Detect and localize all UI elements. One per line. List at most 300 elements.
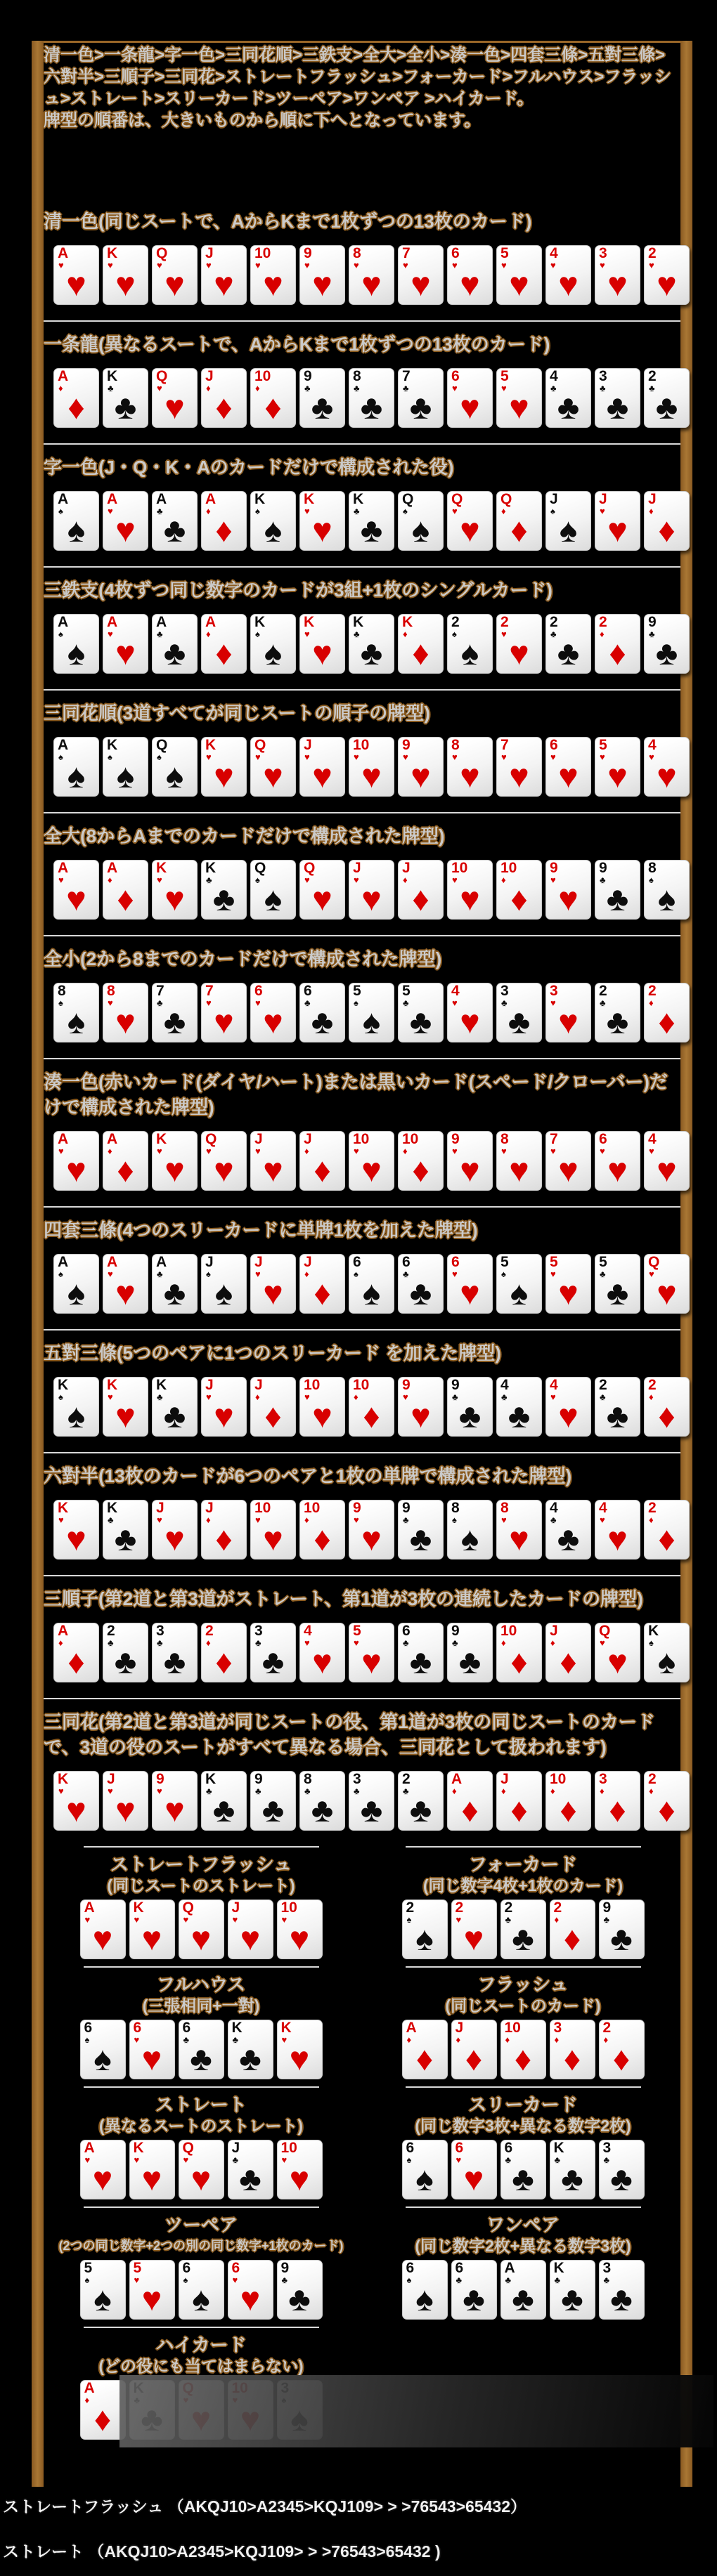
diamond-icon: ♦ [215, 1644, 233, 1681]
playing-card [451, 2260, 497, 2320]
card-rank: 8 [451, 737, 460, 753]
playing-card [299, 614, 345, 674]
playing-card [398, 368, 444, 428]
spade-icon: ♠ [406, 2155, 412, 2165]
club-icon: ♣ [255, 1637, 261, 1648]
card-row [44, 1623, 680, 1682]
playing-card [349, 1131, 394, 1191]
card-rank: 8 [500, 1131, 509, 1147]
spade-icon: ♠ [255, 506, 260, 516]
card-rank: 5 [500, 245, 509, 261]
heart-icon: ♥ [452, 752, 458, 762]
card-rank: 9 [254, 1771, 263, 1787]
spade-icon: ♠ [206, 1269, 211, 1279]
spade-icon: ♠ [403, 506, 408, 516]
playing-card [447, 1254, 493, 1314]
spade-icon: ♠ [93, 2041, 112, 2078]
playing-card [250, 1500, 296, 1560]
card-rank: 10 [280, 2140, 297, 2156]
top-border-line [32, 41, 692, 43]
playing-card [201, 983, 247, 1042]
spade-icon: ♠ [183, 2275, 188, 2285]
heart-icon: ♥ [255, 1146, 261, 1156]
heart-icon: ♥ [214, 266, 234, 303]
playing-card [152, 983, 198, 1042]
heart-icon: ♥ [108, 1269, 113, 1279]
playing-card [152, 1377, 198, 1437]
diamond-icon: ♦ [93, 2401, 112, 2438]
card-rank: 2 [599, 983, 607, 999]
playing-card [447, 1623, 493, 1682]
diamond-icon: ♦ [58, 1637, 63, 1648]
card-rank: 6 [84, 2020, 93, 2036]
heart-icon: ♥ [190, 1921, 212, 1958]
playing-card [349, 737, 394, 797]
card-rank: 5 [353, 1623, 361, 1639]
playing-card [152, 1131, 198, 1191]
playing-card [129, 2140, 175, 2199]
playing-card [644, 1500, 690, 1560]
section-separator [44, 1698, 680, 1699]
playing-card [595, 1771, 640, 1831]
card-rank: 9 [402, 1377, 411, 1393]
spade-icon: ♠ [649, 1637, 654, 1648]
heart-icon: ♥ [403, 1392, 408, 1402]
heart-icon: ♥ [206, 752, 212, 762]
playing-card [644, 368, 690, 428]
card-rank: K [353, 491, 364, 507]
playing-card [299, 983, 345, 1042]
diamond-icon: ♦ [314, 1152, 331, 1189]
heart-icon: ♥ [607, 266, 628, 303]
spade-icon: ♠ [510, 1275, 529, 1312]
heart-icon: ♥ [460, 1275, 480, 1312]
hand-subtitle: (同じスートのストレート) [107, 1876, 295, 1895]
playing-card [152, 737, 198, 797]
section-separator [44, 812, 680, 813]
playing-card [299, 1254, 345, 1314]
heart-icon: ♥ [558, 758, 579, 795]
playing-card [80, 2140, 126, 2199]
club-icon: ♣ [505, 2155, 512, 2165]
card-rank: Q [156, 245, 168, 261]
card-rank: 4 [550, 1500, 558, 1516]
card-rank: A [107, 860, 118, 876]
section-title: 湊一色(赤いカード(ダイヤ/ハート)または黒いカード(スペード/クローバー)だけで構成された牌型) [44, 1071, 668, 1118]
card-rank: A [58, 860, 69, 876]
playing-card [644, 1377, 690, 1437]
diamond-icon: ♦ [304, 1269, 309, 1279]
club-icon: ♣ [409, 389, 432, 426]
diamond-icon: ♦ [206, 1637, 211, 1648]
playing-card [250, 1623, 296, 1682]
playing-card [545, 1377, 591, 1437]
hand-subtitle: (どの役にも当てはまらない) [98, 2357, 304, 2375]
card-row [44, 860, 680, 920]
card-rank: 6 [182, 2260, 191, 2276]
heart-icon: ♥ [460, 1152, 480, 1189]
card-rank: A [84, 2380, 95, 2396]
heart-icon: ♥ [304, 1637, 310, 1648]
heart-icon: ♥ [58, 1786, 64, 1796]
card-rank: 4 [500, 1377, 509, 1393]
heart-icon: ♥ [263, 1004, 283, 1041]
playing-card [201, 1254, 247, 1314]
playing-card [250, 1254, 296, 1314]
card-row [44, 1900, 358, 1959]
heart-icon: ♥ [289, 2041, 310, 2078]
playing-card [496, 1623, 542, 1682]
heart-icon: ♥ [452, 1146, 458, 1156]
card-rank: 5 [353, 983, 361, 999]
diamond-icon: ♦ [406, 2034, 412, 2045]
spade-icon: ♠ [116, 758, 135, 795]
club-icon: ♣ [512, 2281, 534, 2318]
diamond-icon: ♦ [560, 1792, 577, 1829]
card-rank: 2 [550, 614, 558, 630]
diamond-icon: ♦ [563, 2041, 581, 2078]
playing-card [53, 860, 99, 920]
heart-icon: ♥ [452, 260, 458, 270]
playing-card [152, 1500, 198, 1560]
heart-icon: ♥ [206, 1392, 212, 1402]
playing-card [80, 2380, 126, 2440]
club-icon: ♣ [360, 389, 383, 426]
heart-icon: ♥ [206, 260, 212, 270]
hand-title: フォーカード [468, 1854, 578, 1875]
club-icon: ♣ [255, 1786, 261, 1796]
heart-icon: ♥ [134, 2155, 140, 2165]
card-rank: 9 [451, 1377, 460, 1393]
playing-card [201, 1623, 247, 1682]
club-icon: ♣ [606, 1004, 629, 1041]
playing-card [644, 1131, 690, 1191]
playing-card [201, 245, 247, 305]
spade-icon: ♠ [93, 2281, 112, 2318]
hand-separator [406, 2086, 641, 2088]
section-title: 全小(2から8までのカードだけで構成された牌型) [44, 948, 442, 969]
spade-icon: ♠ [452, 1515, 457, 1525]
heart-icon: ♥ [312, 758, 332, 795]
section-title: 三同花順(3道すべてが同じスートの順子の牌型) [44, 702, 430, 724]
club-icon: ♣ [458, 1398, 482, 1435]
heart-icon: ♥ [509, 758, 529, 795]
section-title: 清一色(同じスートで、AからKまで1枚ずつの13枚のカード) [44, 211, 532, 232]
hand-subtitle: (同じスートのカード) [445, 1996, 601, 2015]
diamond-icon: ♦ [403, 629, 408, 639]
playing-card [201, 491, 247, 551]
heart-icon: ♥ [66, 266, 86, 303]
playing-card [103, 1377, 148, 1437]
club-icon: ♣ [649, 383, 655, 393]
heart-icon: ♥ [456, 1914, 462, 1925]
heart-icon: ♥ [58, 875, 64, 885]
playing-card [80, 2020, 126, 2079]
club-icon: ♣ [360, 635, 383, 672]
playing-card [349, 983, 394, 1042]
diamond-icon: ♦ [510, 1792, 528, 1829]
heart-icon: ♥ [312, 266, 332, 303]
card-rank: 8 [451, 1500, 460, 1516]
playing-card [152, 1254, 198, 1314]
card-rank: K [156, 1377, 167, 1393]
spade-icon: ♠ [67, 512, 86, 549]
heart-icon: ♥ [550, 260, 556, 270]
heart-icon: ♥ [649, 260, 654, 270]
card-rank: 4 [648, 737, 657, 753]
card-rank: 3 [599, 1771, 607, 1787]
playing-card [599, 2260, 645, 2320]
heart-icon: ♥ [411, 266, 431, 303]
playing-card [447, 491, 493, 551]
hand-block [44, 1966, 358, 2079]
card-rank: 6 [353, 1254, 361, 1270]
club-icon: ♣ [550, 1515, 557, 1525]
playing-card [349, 1771, 394, 1831]
section-separator [44, 1329, 680, 1331]
heart-icon: ♥ [255, 260, 261, 270]
club-icon: ♣ [232, 2034, 239, 2045]
heart-icon: ♥ [649, 1146, 654, 1156]
card-rank: K [58, 1377, 69, 1393]
diamond-icon: ♦ [501, 875, 506, 885]
club-icon: ♣ [157, 1269, 163, 1279]
card-rank: K [133, 1900, 144, 1916]
playing-card [349, 491, 394, 551]
club-icon: ♣ [157, 629, 163, 639]
playing-card [500, 2260, 546, 2320]
card-rank: Q [205, 1131, 217, 1147]
diamond-icon: ♦ [649, 506, 654, 516]
playing-card [398, 1771, 444, 1831]
club-icon: ♣ [354, 383, 360, 393]
diamond-icon: ♦ [510, 881, 528, 918]
heart-icon: ♥ [460, 1004, 480, 1041]
card-rank: 3 [550, 983, 558, 999]
card-rank: 10 [353, 1377, 370, 1393]
club-icon: ♣ [354, 1786, 360, 1796]
playing-card [545, 1500, 591, 1560]
playing-card [152, 860, 198, 920]
club-icon: ♣ [561, 2281, 583, 2318]
card-row [44, 2020, 358, 2079]
playing-card [451, 1900, 497, 1959]
card-rank: 2 [599, 614, 607, 630]
heart-icon: ♥ [456, 2155, 462, 2165]
card-rank: 2 [451, 614, 460, 630]
card-rank: Q [402, 491, 414, 507]
playing-card [299, 1500, 345, 1560]
playing-card [496, 860, 542, 920]
heart-icon: ♥ [558, 1152, 579, 1189]
heart-icon: ♥ [263, 1521, 283, 1558]
diamond-icon: ♦ [58, 383, 63, 393]
club-icon: ♣ [600, 1269, 606, 1279]
spade-icon: ♠ [411, 512, 430, 549]
section-title: 三同花(第2道と第3道が同じスートの役、第1道が3枚の同じスートのカードで、3道の役のスートがすべて異なる場合、三同花として扱われます) [44, 1711, 655, 1758]
card-rank: 10 [402, 1131, 419, 1147]
card-row [44, 737, 680, 797]
playing-card [402, 2260, 448, 2320]
card-rank: 5 [133, 2260, 142, 2276]
playing-card [299, 245, 345, 305]
card-rank: 8 [107, 983, 115, 999]
diamond-icon: ♦ [354, 1392, 358, 1402]
playing-card [250, 1131, 296, 1191]
card-rank: K [156, 1131, 167, 1147]
spade-icon: ♠ [657, 1644, 676, 1681]
heart-icon: ♥ [501, 629, 507, 639]
heart-icon: ♥ [509, 635, 529, 672]
club-icon: ♣ [600, 998, 606, 1008]
heart-icon: ♥ [92, 2161, 113, 2198]
playing-card [277, 2140, 323, 2199]
playing-card [299, 1377, 345, 1437]
diamond-icon: ♦ [108, 1146, 112, 1156]
card-rank: Q [156, 368, 168, 384]
hand-title: ワンペア [486, 2214, 560, 2235]
playing-card [599, 1900, 645, 1959]
playing-card [545, 983, 591, 1042]
club-icon: ♣ [508, 1398, 531, 1435]
club-icon: ♣ [403, 383, 409, 393]
diamond-icon: ♦ [600, 1786, 605, 1796]
heart-icon: ♥ [361, 1521, 382, 1558]
diamond-icon: ♦ [206, 506, 211, 516]
playing-card [447, 1377, 493, 1437]
club-icon: ♣ [114, 1521, 137, 1558]
playing-card [644, 491, 690, 551]
club-icon: ♣ [354, 506, 360, 516]
card-rank: J [107, 1771, 115, 1787]
playing-card [500, 1900, 546, 1959]
heart-icon: ♥ [361, 266, 382, 303]
section-separator [44, 566, 680, 568]
playing-card [103, 1771, 148, 1831]
card-rank: 7 [500, 737, 509, 753]
club-icon: ♣ [114, 389, 137, 426]
card-rank: 10 [353, 1131, 370, 1147]
playing-card [103, 368, 148, 428]
card-rank: K [553, 2140, 564, 2156]
playing-card [152, 1623, 198, 1682]
diamond-icon: ♦ [412, 635, 429, 672]
card-rank: 2 [648, 1500, 657, 1516]
club-icon: ♣ [505, 1914, 512, 1925]
playing-card [500, 2140, 546, 2199]
playing-card [595, 983, 640, 1042]
card-rank: 6 [451, 368, 460, 384]
heart-icon: ♥ [141, 2161, 162, 2198]
card-rank: 4 [550, 368, 558, 384]
heart-icon: ♥ [304, 752, 310, 762]
card-rank: J [254, 1131, 263, 1147]
club-icon: ♣ [655, 635, 678, 672]
playing-card [398, 983, 444, 1042]
playing-card [496, 1377, 542, 1437]
card-rank: 9 [599, 860, 607, 876]
heart-icon: ♥ [164, 881, 185, 918]
playing-card [595, 614, 640, 674]
card-rank: Q [156, 737, 168, 753]
card-rank: Q [182, 2140, 194, 2156]
card-rank: 6 [304, 983, 312, 999]
playing-card [277, 2020, 323, 2079]
section-title: 一条龍(異なるスートで、AからKまで1枚ずつの13枚のカード) [44, 334, 550, 355]
hand-subtitle: (2つの同じ数字+2つの別の同じ数字+1枚のカード) [58, 2239, 344, 2253]
club-icon: ♣ [550, 629, 557, 639]
club-icon: ♣ [311, 1792, 334, 1829]
playing-card [398, 491, 444, 551]
spade-icon: ♠ [58, 1269, 63, 1279]
heart-icon: ♥ [157, 260, 162, 270]
card-rank: 3 [254, 1623, 263, 1639]
playing-card [53, 1500, 99, 1560]
playing-card [398, 1131, 444, 1191]
card-rank: 10 [254, 368, 271, 384]
hand-title: フラッシュ [477, 1974, 569, 1995]
diamond-icon: ♦ [452, 1786, 457, 1796]
diamond-icon: ♦ [415, 2041, 434, 2078]
diamond-icon: ♦ [84, 2395, 90, 2405]
diamond-icon: ♦ [215, 512, 233, 549]
playing-card [644, 983, 690, 1042]
heart-icon: ♥ [607, 512, 628, 549]
card-rank: A [451, 1771, 463, 1787]
card-rank: 5 [402, 983, 411, 999]
heart-icon: ♥ [255, 1515, 261, 1525]
ranking-order-note: 牌型の順番は、大きいものから順に下へとなっています。 [44, 111, 482, 130]
diamond-icon: ♦ [560, 1644, 577, 1681]
diamond-icon: ♦ [658, 512, 676, 549]
card-rank: A [58, 1623, 69, 1639]
playing-card [152, 1771, 198, 1831]
section-title: 四套三條(4つのスリーカードに単牌1枚を加えた牌型) [44, 1220, 478, 1241]
card-rank: 7 [402, 245, 411, 261]
playing-card [398, 614, 444, 674]
heart-icon: ♥ [263, 266, 283, 303]
heart-icon: ♥ [411, 1398, 431, 1435]
heart-icon: ♥ [206, 1146, 212, 1156]
playing-card [103, 737, 148, 797]
card-rank: K [205, 1771, 217, 1787]
card-rank: 10 [550, 1771, 567, 1787]
card-rank: 3 [353, 1771, 361, 1787]
club-icon: ♣ [311, 389, 334, 426]
card-rank: 2 [107, 1623, 115, 1639]
card-rank: 7 [156, 983, 164, 999]
club-icon: ♣ [409, 1521, 432, 1558]
heart-icon: ♥ [141, 2281, 162, 2318]
heart-icon: ♥ [607, 1644, 628, 1681]
heart-icon: ♥ [157, 1786, 162, 1796]
hand-title: ハイカード [155, 2334, 247, 2355]
playing-card [53, 983, 99, 1042]
card-rank: 9 [402, 737, 411, 753]
diamond-icon: ♦ [108, 875, 112, 885]
hand-block [366, 2086, 680, 2199]
heart-icon: ♥ [361, 1152, 382, 1189]
card-rank: K [205, 737, 217, 753]
playing-card [201, 368, 247, 428]
card-rank: 10 [500, 1623, 517, 1639]
heart-icon: ♥ [281, 2155, 288, 2165]
card-rank: 6 [455, 2140, 464, 2156]
diamond-icon: ♦ [658, 1004, 676, 1041]
heart-icon: ♥ [214, 758, 234, 795]
playing-card [545, 860, 591, 920]
diamond-icon: ♦ [304, 1146, 309, 1156]
